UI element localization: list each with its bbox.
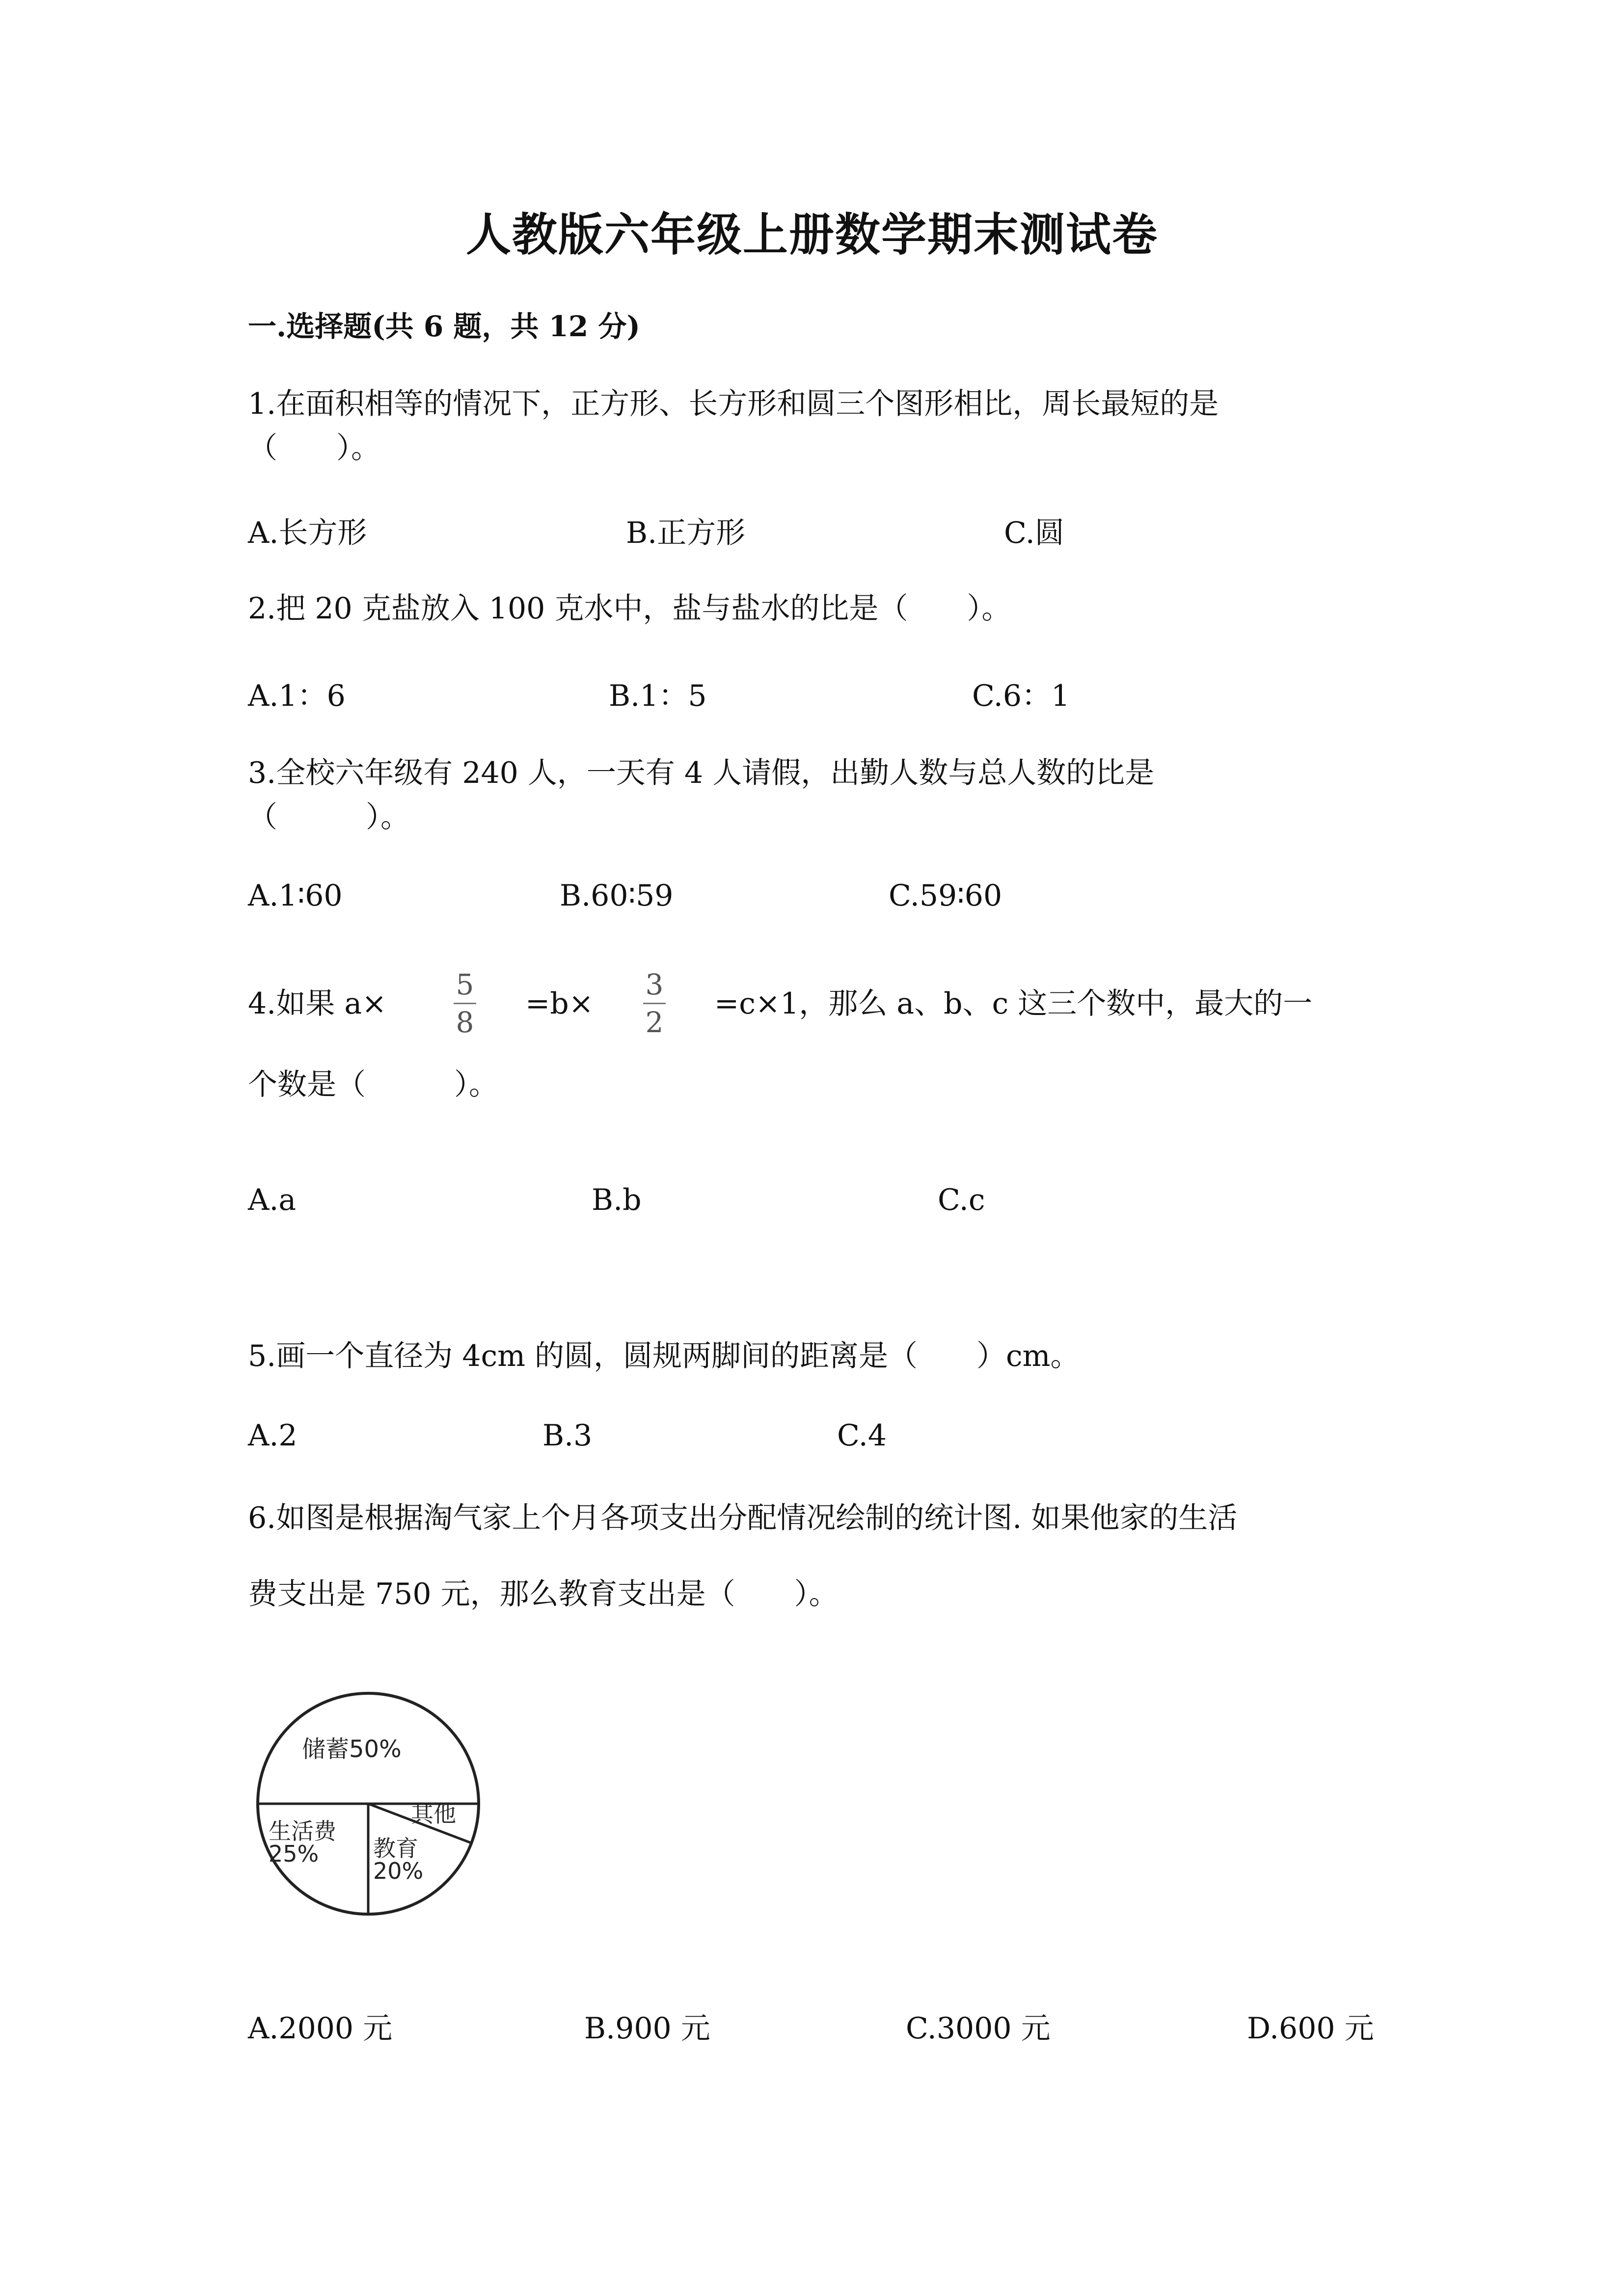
q5-option-a[interactable]: A.2 — [248, 1418, 298, 1453]
q5-option-c[interactable]: C.4 — [837, 1418, 887, 1453]
q6-option-c[interactable]: C.3000 元 — [906, 2011, 1051, 2046]
question-6-blank: 费支出是 750 元，那么教育支出是（ ）。 — [248, 1577, 839, 1611]
fraction-1-numerator: 5 — [456, 968, 474, 1001]
question-4-part1: 4.如果 a× — [248, 987, 387, 1021]
question-2-text: 2.把 20 克盐放入 100 克水中，盐与盐水的比是（ ）。 — [248, 591, 1011, 626]
fraction-three-halves — [637, 969, 672, 1038]
fraction-2-numerator: 3 — [645, 968, 664, 1001]
fraction-2-bar — [643, 1003, 666, 1004]
pie-label-living: 生活费 — [269, 1818, 336, 1844]
q4-option-c[interactable]: C.c — [938, 1183, 985, 1217]
q4-option-a[interactable]: A.a — [248, 1183, 297, 1217]
q2-option-c[interactable]: C.6：1 — [972, 679, 1070, 713]
q3-option-c[interactable]: C.59∶60 — [889, 879, 1002, 913]
fraction-1-denominator: 8 — [456, 1006, 474, 1039]
q4-option-b[interactable]: B.b — [592, 1183, 642, 1217]
question-3-text: 3.全校六年级有 240 人，一天有 4 人请假，出勤人数与总人数的比是 — [248, 756, 1155, 790]
question-1-blank: （ ）。 — [248, 431, 380, 465]
pie-percent-education: 20% — [373, 1858, 424, 1884]
q5-option-b[interactable]: B.3 — [542, 1418, 593, 1453]
pie-label-education: 教育 — [373, 1835, 418, 1862]
savings-percent: 50% — [349, 1735, 402, 1763]
q1-option-b[interactable]: B.正方形 — [626, 516, 746, 550]
expense-pie-chart — [248, 1683, 493, 1919]
fraction-1-bar — [454, 1003, 476, 1004]
pie-chart-svg — [248, 1683, 493, 1919]
savings-label: 储蓄 — [302, 1735, 350, 1763]
fraction-2-denominator: 2 — [645, 1006, 664, 1039]
question-4-part2: =b× — [525, 987, 594, 1021]
q6-option-a[interactable]: A.2000 元 — [248, 2011, 393, 2046]
pie-label-savings — [302, 1730, 402, 1764]
q1-option-a[interactable]: A.长方形 — [248, 516, 367, 550]
section-heading: 一.选择题(共 6 题，共 12 分) — [248, 310, 640, 343]
q2-option-b[interactable]: B.1：5 — [609, 679, 707, 713]
page-title: 人教版六年级上册数学期末测试卷 — [465, 208, 1158, 261]
q1-option-c[interactable]: C.圆 — [1004, 516, 1064, 550]
question-1-text: 1.在面积相等的情况下，正方形、长方形和圆三个图形相比，周长最短的是 — [248, 387, 1219, 421]
q6-option-b[interactable]: B.900 元 — [584, 2011, 710, 2046]
question-3-blank: （ ）。 — [248, 800, 410, 834]
q3-option-b[interactable]: B.60∶59 — [560, 879, 674, 913]
pie-percent-living: 25% — [269, 1841, 319, 1867]
question-5-text: 5.画一个直径为 4cm 的圆，圆规两脚间的距离是（ ）cm。 — [248, 1339, 1080, 1373]
q2-option-a[interactable]: A.1：6 — [248, 679, 346, 713]
question-4-part3: =c×1，那么 a、b、c 这三个数中，最大的一 — [714, 987, 1313, 1021]
q6-option-d[interactable]: D.600 元 — [1247, 2011, 1374, 2046]
question-6-text: 6.如图是根据淘气家上个月各项支出分配情况绘制的统计图. 如果他家的生活 — [248, 1501, 1238, 1535]
q3-option-a[interactable]: A.1∶60 — [248, 879, 343, 913]
pie-label-other: 其他 — [411, 1801, 456, 1827]
question-4-blank: 个数是（ ）。 — [248, 1068, 498, 1102]
fraction-five-eighths — [448, 969, 482, 1038]
